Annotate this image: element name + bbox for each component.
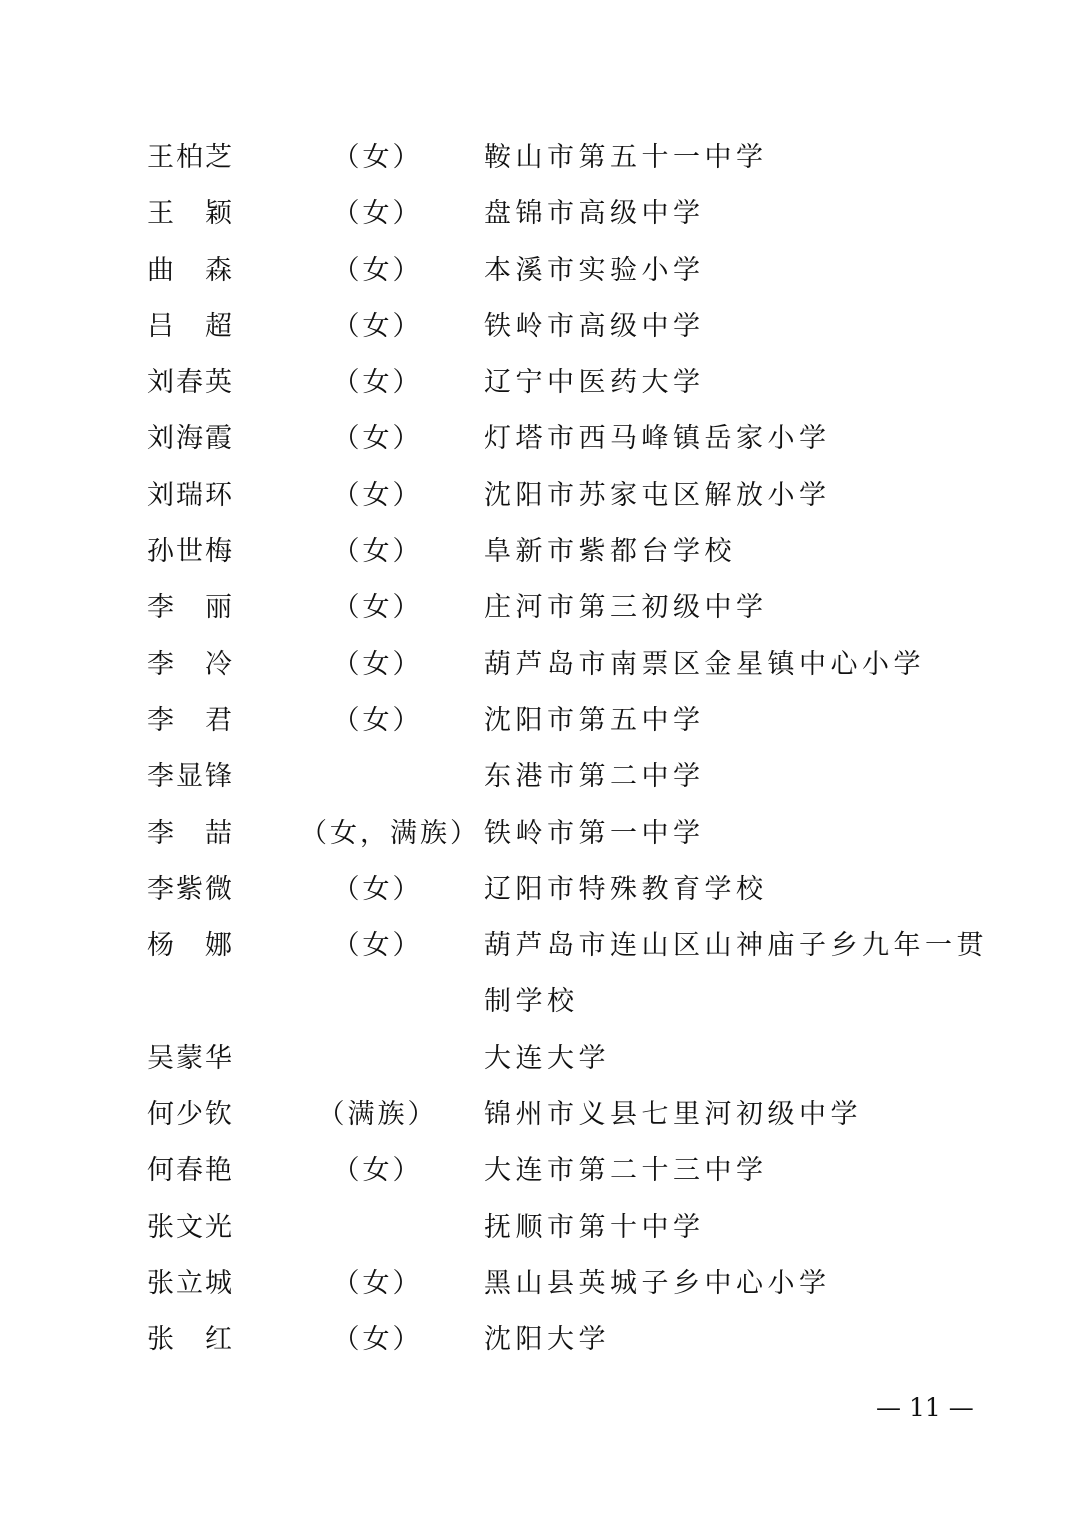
school-name: 盘锦市高级中学 (484, 198, 705, 230)
school-name: 辽宁中医药大学 (484, 367, 705, 399)
person-name: 吴蒙华 (147, 1042, 234, 1074)
school-name: 葫芦岛市南票区金星镇中心小学 (484, 648, 925, 680)
school-name: 锦州市义县七里河初级中学 (484, 1099, 862, 1131)
list-item (0, 411, 1074, 467)
person-name: 李 喆 (147, 817, 234, 849)
list-item (0, 130, 1074, 186)
list-item (0, 1143, 1074, 1199)
list-item-continuation (0, 974, 1074, 1030)
list-item (0, 355, 1074, 411)
name-list (0, 130, 1074, 1369)
person-name: 刘海霞 (147, 423, 234, 455)
school-name: 大连大学 (484, 1042, 610, 1074)
school-name: 葫芦岛市连山区山神庙子乡九年一贯 (484, 930, 988, 962)
list-item (0, 693, 1074, 749)
person-name: 刘瑞环 (147, 479, 234, 511)
person-note: （女） (332, 367, 423, 399)
list-item (0, 749, 1074, 805)
person-name: 王 颖 (147, 198, 234, 230)
person-name: 何春艳 (147, 1155, 234, 1187)
list-item (0, 299, 1074, 355)
person-name: 张 红 (147, 1324, 234, 1356)
school-name: 铁岭市第一中学 (484, 817, 705, 849)
list-item (0, 1087, 1074, 1143)
page-number: — 11 — (876, 1393, 974, 1422)
person-name: 李 君 (147, 704, 234, 736)
school-name: 黑山县英城子乡中心小学 (484, 1267, 831, 1299)
school-name: 辽阳市特殊教育学校 (484, 873, 768, 905)
person-name: 李 丽 (147, 592, 234, 624)
person-name: 张文光 (147, 1211, 234, 1243)
person-note: （女） (332, 704, 423, 736)
person-note: （女） (332, 479, 423, 511)
school-name: 制学校 (484, 986, 579, 1018)
person-note: （女） (332, 648, 423, 680)
list-item (0, 918, 1074, 974)
school-name: 庄河市第三初级中学 (484, 592, 768, 624)
school-name: 东港市第二中学 (484, 761, 705, 793)
list-item (0, 806, 1074, 862)
person-name: 杨 娜 (147, 930, 234, 962)
person-note: （女） (332, 310, 423, 342)
person-note: （满族） (317, 1099, 438, 1131)
list-item (0, 580, 1074, 636)
person-name: 李 冷 (147, 648, 234, 680)
person-name: 吕 超 (147, 310, 234, 342)
person-name: 曲 森 (147, 254, 234, 286)
list-item (0, 1312, 1074, 1368)
list-item (0, 637, 1074, 693)
person-note: （女） (332, 536, 423, 568)
school-name: 本溪市实验小学 (484, 254, 705, 286)
person-note: （女） (332, 198, 423, 230)
person-name: 张立城 (147, 1267, 234, 1299)
person-name: 孙世梅 (147, 536, 234, 568)
school-name: 抚顺市第十中学 (484, 1211, 705, 1243)
school-name: 大连市第二十三中学 (484, 1155, 768, 1187)
person-note: （女） (332, 1155, 423, 1187)
person-name: 刘春英 (147, 367, 234, 399)
person-note: （女，满族） (300, 817, 480, 849)
school-name: 鞍山市第五十一中学 (484, 142, 768, 173)
person-note: （女） (332, 873, 423, 905)
person-name: 王柏芝 (147, 142, 234, 173)
person-note: （女） (332, 142, 423, 173)
school-name: 沈阳大学 (484, 1324, 610, 1356)
list-item (0, 1200, 1074, 1256)
school-name: 铁岭市高级中学 (484, 310, 705, 342)
person-name: 李紫微 (147, 873, 234, 905)
person-note: （女） (332, 423, 423, 455)
school-name: 沈阳市第五中学 (484, 704, 705, 736)
list-item (0, 1031, 1074, 1087)
list-item (0, 524, 1074, 580)
list-item (0, 186, 1074, 242)
school-name: 灯塔市西马峰镇岳家小学 (484, 423, 831, 455)
person-note: （女） (332, 1267, 423, 1299)
person-name: 李显锋 (147, 761, 234, 793)
list-item (0, 468, 1074, 524)
person-note: （女） (332, 930, 423, 962)
school-name: 阜新市紫都台学校 (484, 536, 736, 568)
person-note: （女） (332, 254, 423, 286)
list-item (0, 862, 1074, 918)
person-note: （女） (332, 1324, 423, 1356)
list-item (0, 1256, 1074, 1312)
school-name: 沈阳市苏家屯区解放小学 (484, 479, 831, 511)
person-note: （女） (332, 592, 423, 624)
list-item (0, 243, 1074, 299)
person-name: 何少钦 (147, 1099, 234, 1131)
